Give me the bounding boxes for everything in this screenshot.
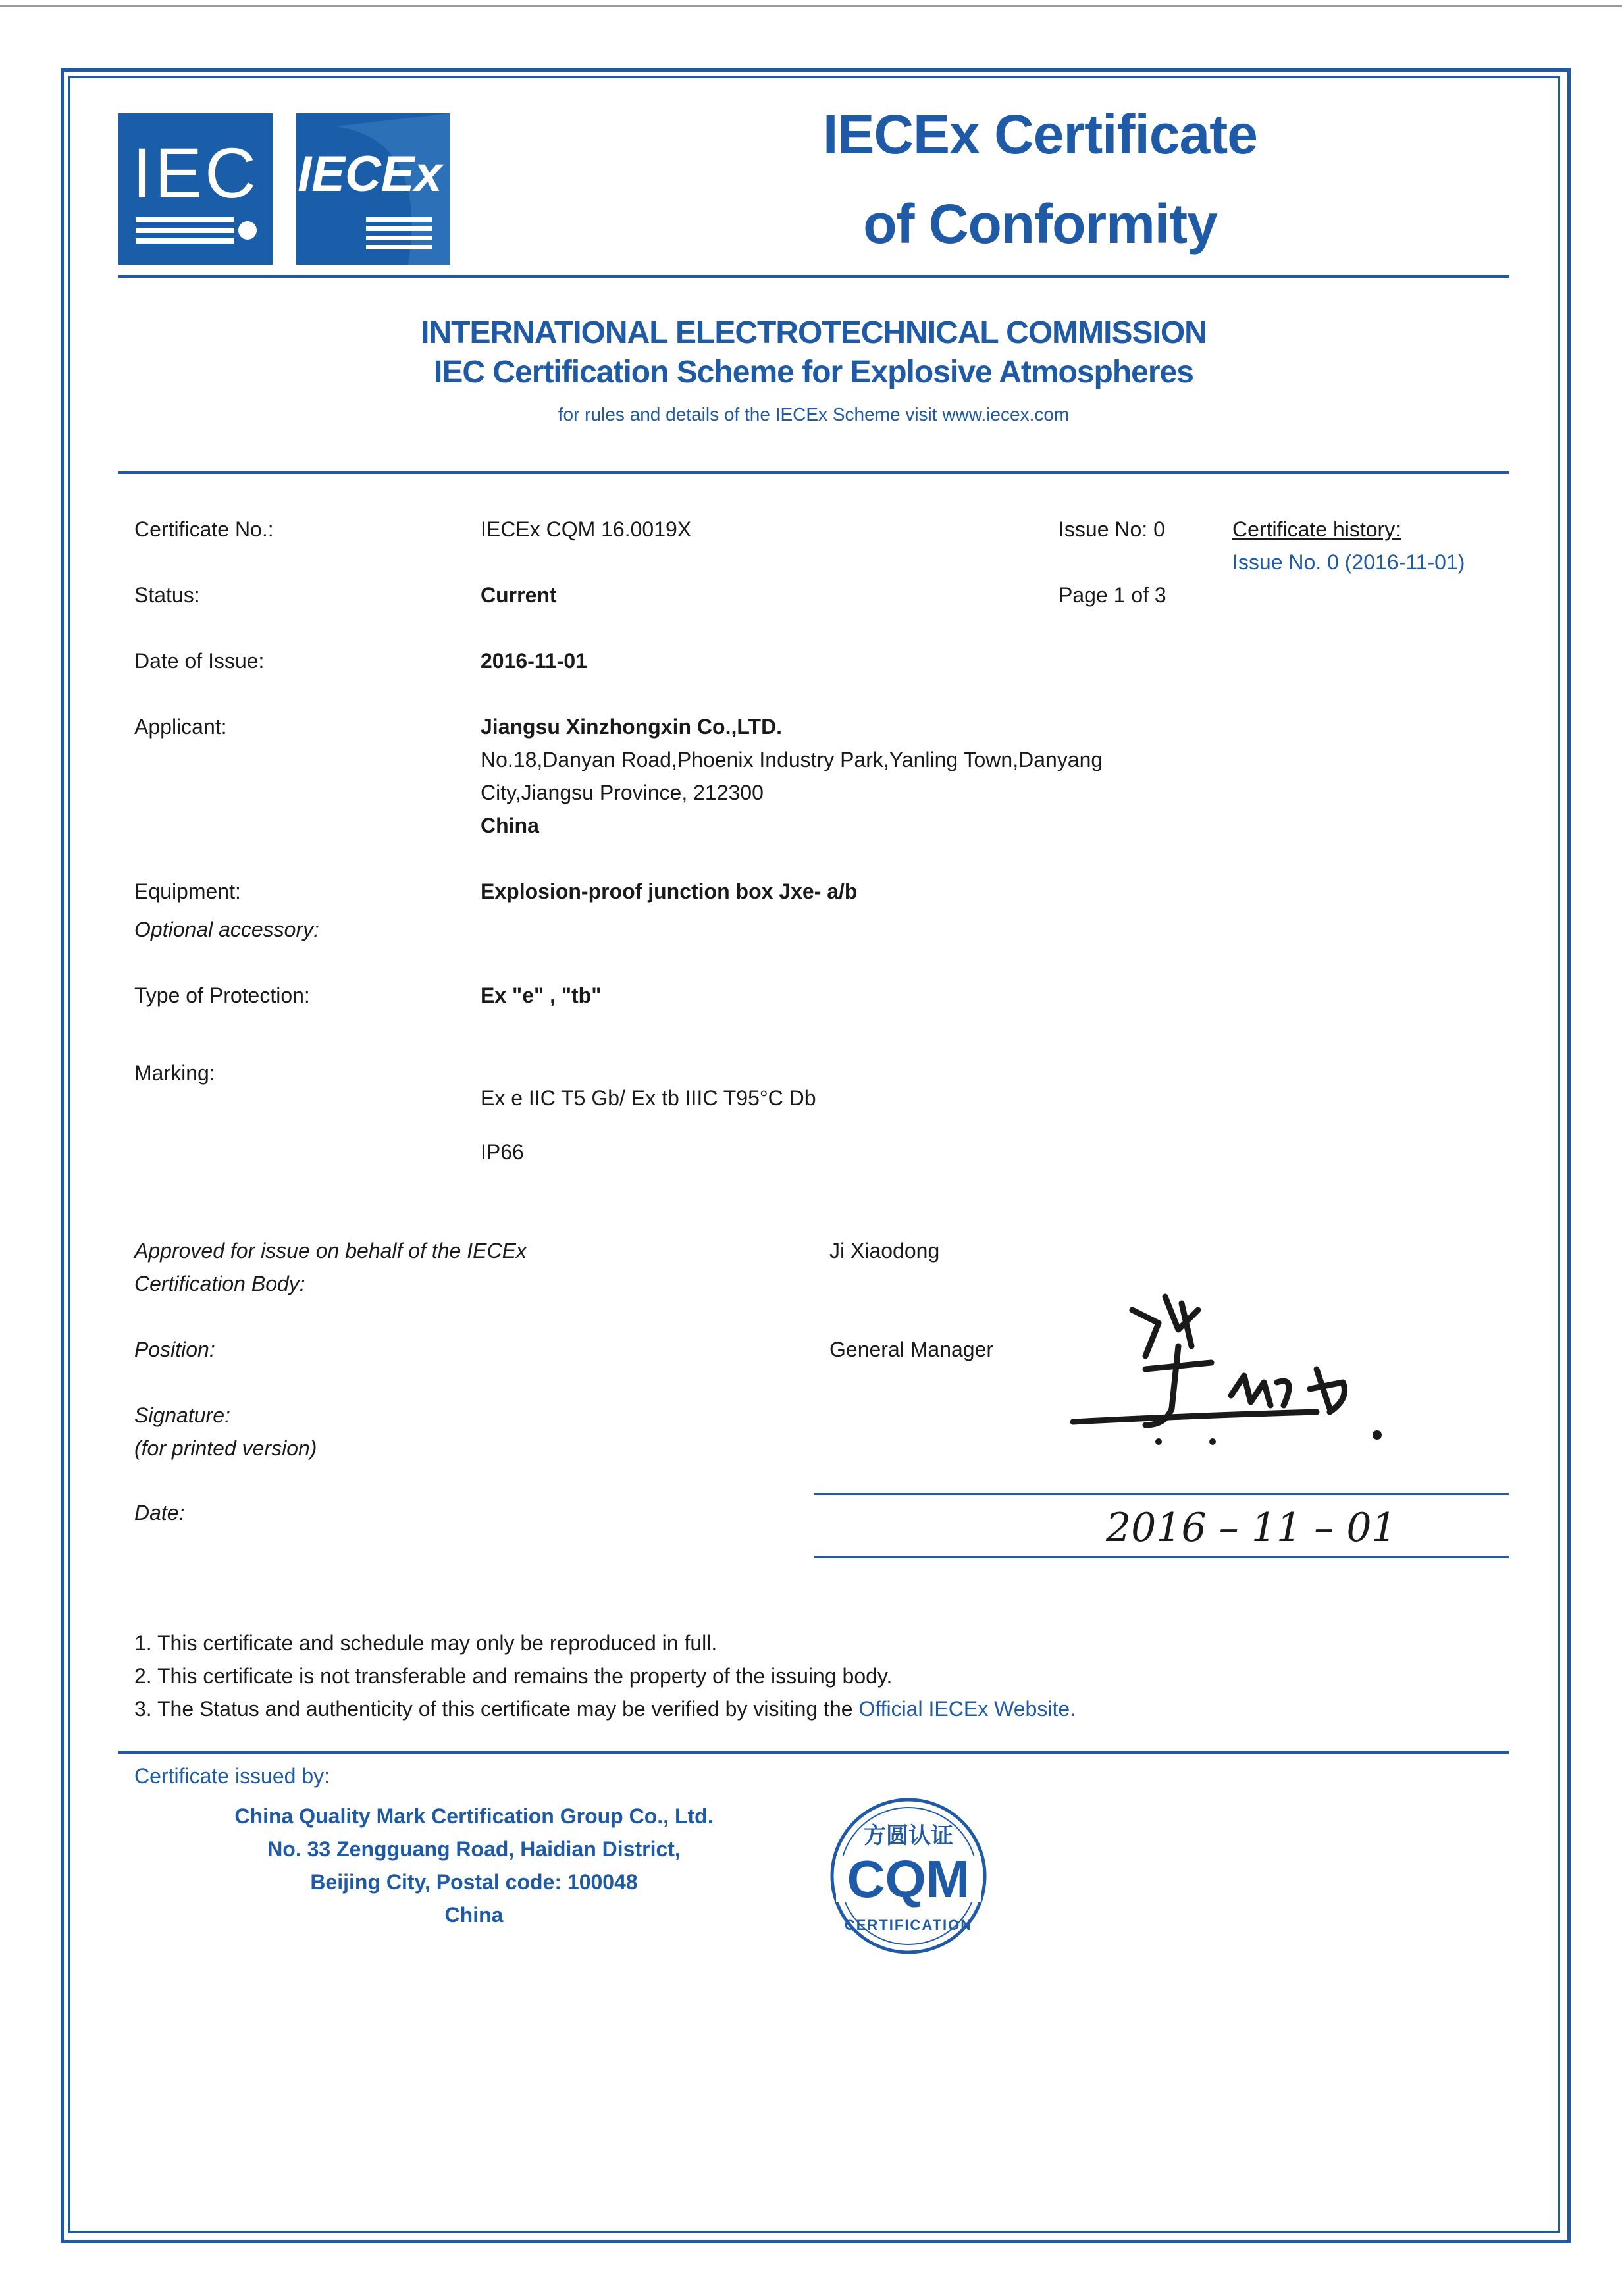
seal-top-text: 方圆认证 [864, 1823, 953, 1849]
issuer-line1: China Quality Mark Certification Group Co., Ltd. [234, 1804, 714, 1828]
history-label: Certificate history: [1232, 517, 1401, 541]
rules-note: for rules and details of the IECEx Scheme visit www.iecex.com [558, 404, 1070, 425]
date-label: Date of Issue: [134, 649, 265, 673]
date-signed-label: Date: [134, 1501, 185, 1525]
cert-no-label: Certificate No.: [134, 517, 274, 541]
page-indicator: Page 1 of 3 [1059, 583, 1166, 607]
equipment-label: Equipment: [134, 879, 241, 903]
applicant-label: Applicant: [134, 715, 227, 739]
optional-accessory-label: Optional accessory: [134, 918, 320, 941]
position-label: Position: [134, 1338, 215, 1361]
date-line-top [814, 1493, 1509, 1495]
protection-label: Type of Protection: [134, 983, 310, 1007]
certificate-title-line1: IECEx Certificate [823, 103, 1257, 165]
signature-label-line2: (for printed version) [134, 1436, 317, 1460]
issuer-line2: No. 33 Zengguang Road, Haidian District, [267, 1837, 681, 1861]
seal-cqm-text: CQM [847, 1850, 970, 1908]
signature-label-line1: Signature: [134, 1403, 230, 1427]
approved-label-line2: Certification Body: [134, 1272, 305, 1295]
scheme-name: IEC Certification Scheme for Explosive Atmospheres [434, 355, 1193, 390]
issuer-line3: Beijing City, Postal code: 100048 [310, 1870, 638, 1894]
applicant-name: Jiangsu Xinzhongxin Co.,LTD. [481, 715, 783, 739]
equipment-value: Explosion-proof junction box Jxe- a/b [481, 879, 858, 903]
official-iecex-website-link[interactable]: Official IECEx Website. [858, 1697, 1076, 1721]
applicant-address-line1: No.18,Danyan Road,Phoenix Industry Park,Yanling Town,Danyang [481, 748, 1103, 771]
issuer-divider [118, 1751, 1509, 1754]
note-2: 2. This certificate is not transferable and remains the property of the issuing body. [134, 1664, 893, 1688]
position-value: General Manager [829, 1338, 994, 1361]
note-3-text: 3. The Status and authenticity of this certificate may be verified by visiting the [134, 1697, 859, 1721]
iecex-logo-graphic [296, 113, 450, 265]
issuer-line4: China [444, 1903, 504, 1927]
marking-label: Marking: [134, 1061, 215, 1085]
org-name: INTERNATIONAL ELECTROTECHNICAL COMMISSION [421, 315, 1207, 350]
note-1: 1. This certificate and schedule may only be reproduced in full. [134, 1631, 718, 1655]
iec-logo [118, 113, 273, 265]
cqm-certification-seal [823, 1790, 994, 1962]
issue-no: Issue No: 0 [1059, 517, 1165, 541]
applicant-country: China [481, 814, 539, 837]
status-label: Status: [134, 583, 200, 607]
date-line-bottom [814, 1556, 1509, 1558]
handwritten-date: 2016 – 11 – 01 [1106, 1505, 1397, 1551]
approved-label-line1: Approved for issue on behalf of the IECEx [134, 1239, 527, 1263]
header-divider [118, 275, 1509, 278]
iecex-logo-text: IECEx [298, 146, 442, 202]
marking-line2: IP66 [481, 1140, 524, 1164]
section-divider [118, 471, 1509, 474]
top-edge-line [0, 5, 1622, 7]
history-issue-link[interactable]: Issue No. 0 (2016-11-01) [1232, 550, 1465, 574]
certificate-title-line2: of Conformity [863, 193, 1217, 255]
applicant-address-line2: City,Jiangsu Province, 212300 [481, 781, 764, 804]
iec-logo-graphic [118, 113, 273, 265]
marking-line1: Ex e IIC T5 Gb/ Ex tb IIIC T95°C Db [481, 1086, 816, 1110]
handwritten-signature [1066, 1284, 1409, 1455]
issued-by-label: Certificate issued by: [134, 1764, 330, 1788]
iec-logo-text: IEC [132, 133, 259, 213]
protection-value: Ex "e" , "tb" [481, 983, 602, 1007]
date-value: 2016-11-01 [481, 649, 587, 673]
iecex-logo [296, 113, 450, 265]
approver-name: Ji Xiaodong [829, 1239, 940, 1263]
cert-no-value: IECEx CQM 16.0019X [481, 517, 692, 541]
seal-bottom-text: CERTIFICATION [844, 1917, 973, 1933]
note-3 [134, 1697, 1076, 1721]
status-value: Current [481, 583, 557, 607]
